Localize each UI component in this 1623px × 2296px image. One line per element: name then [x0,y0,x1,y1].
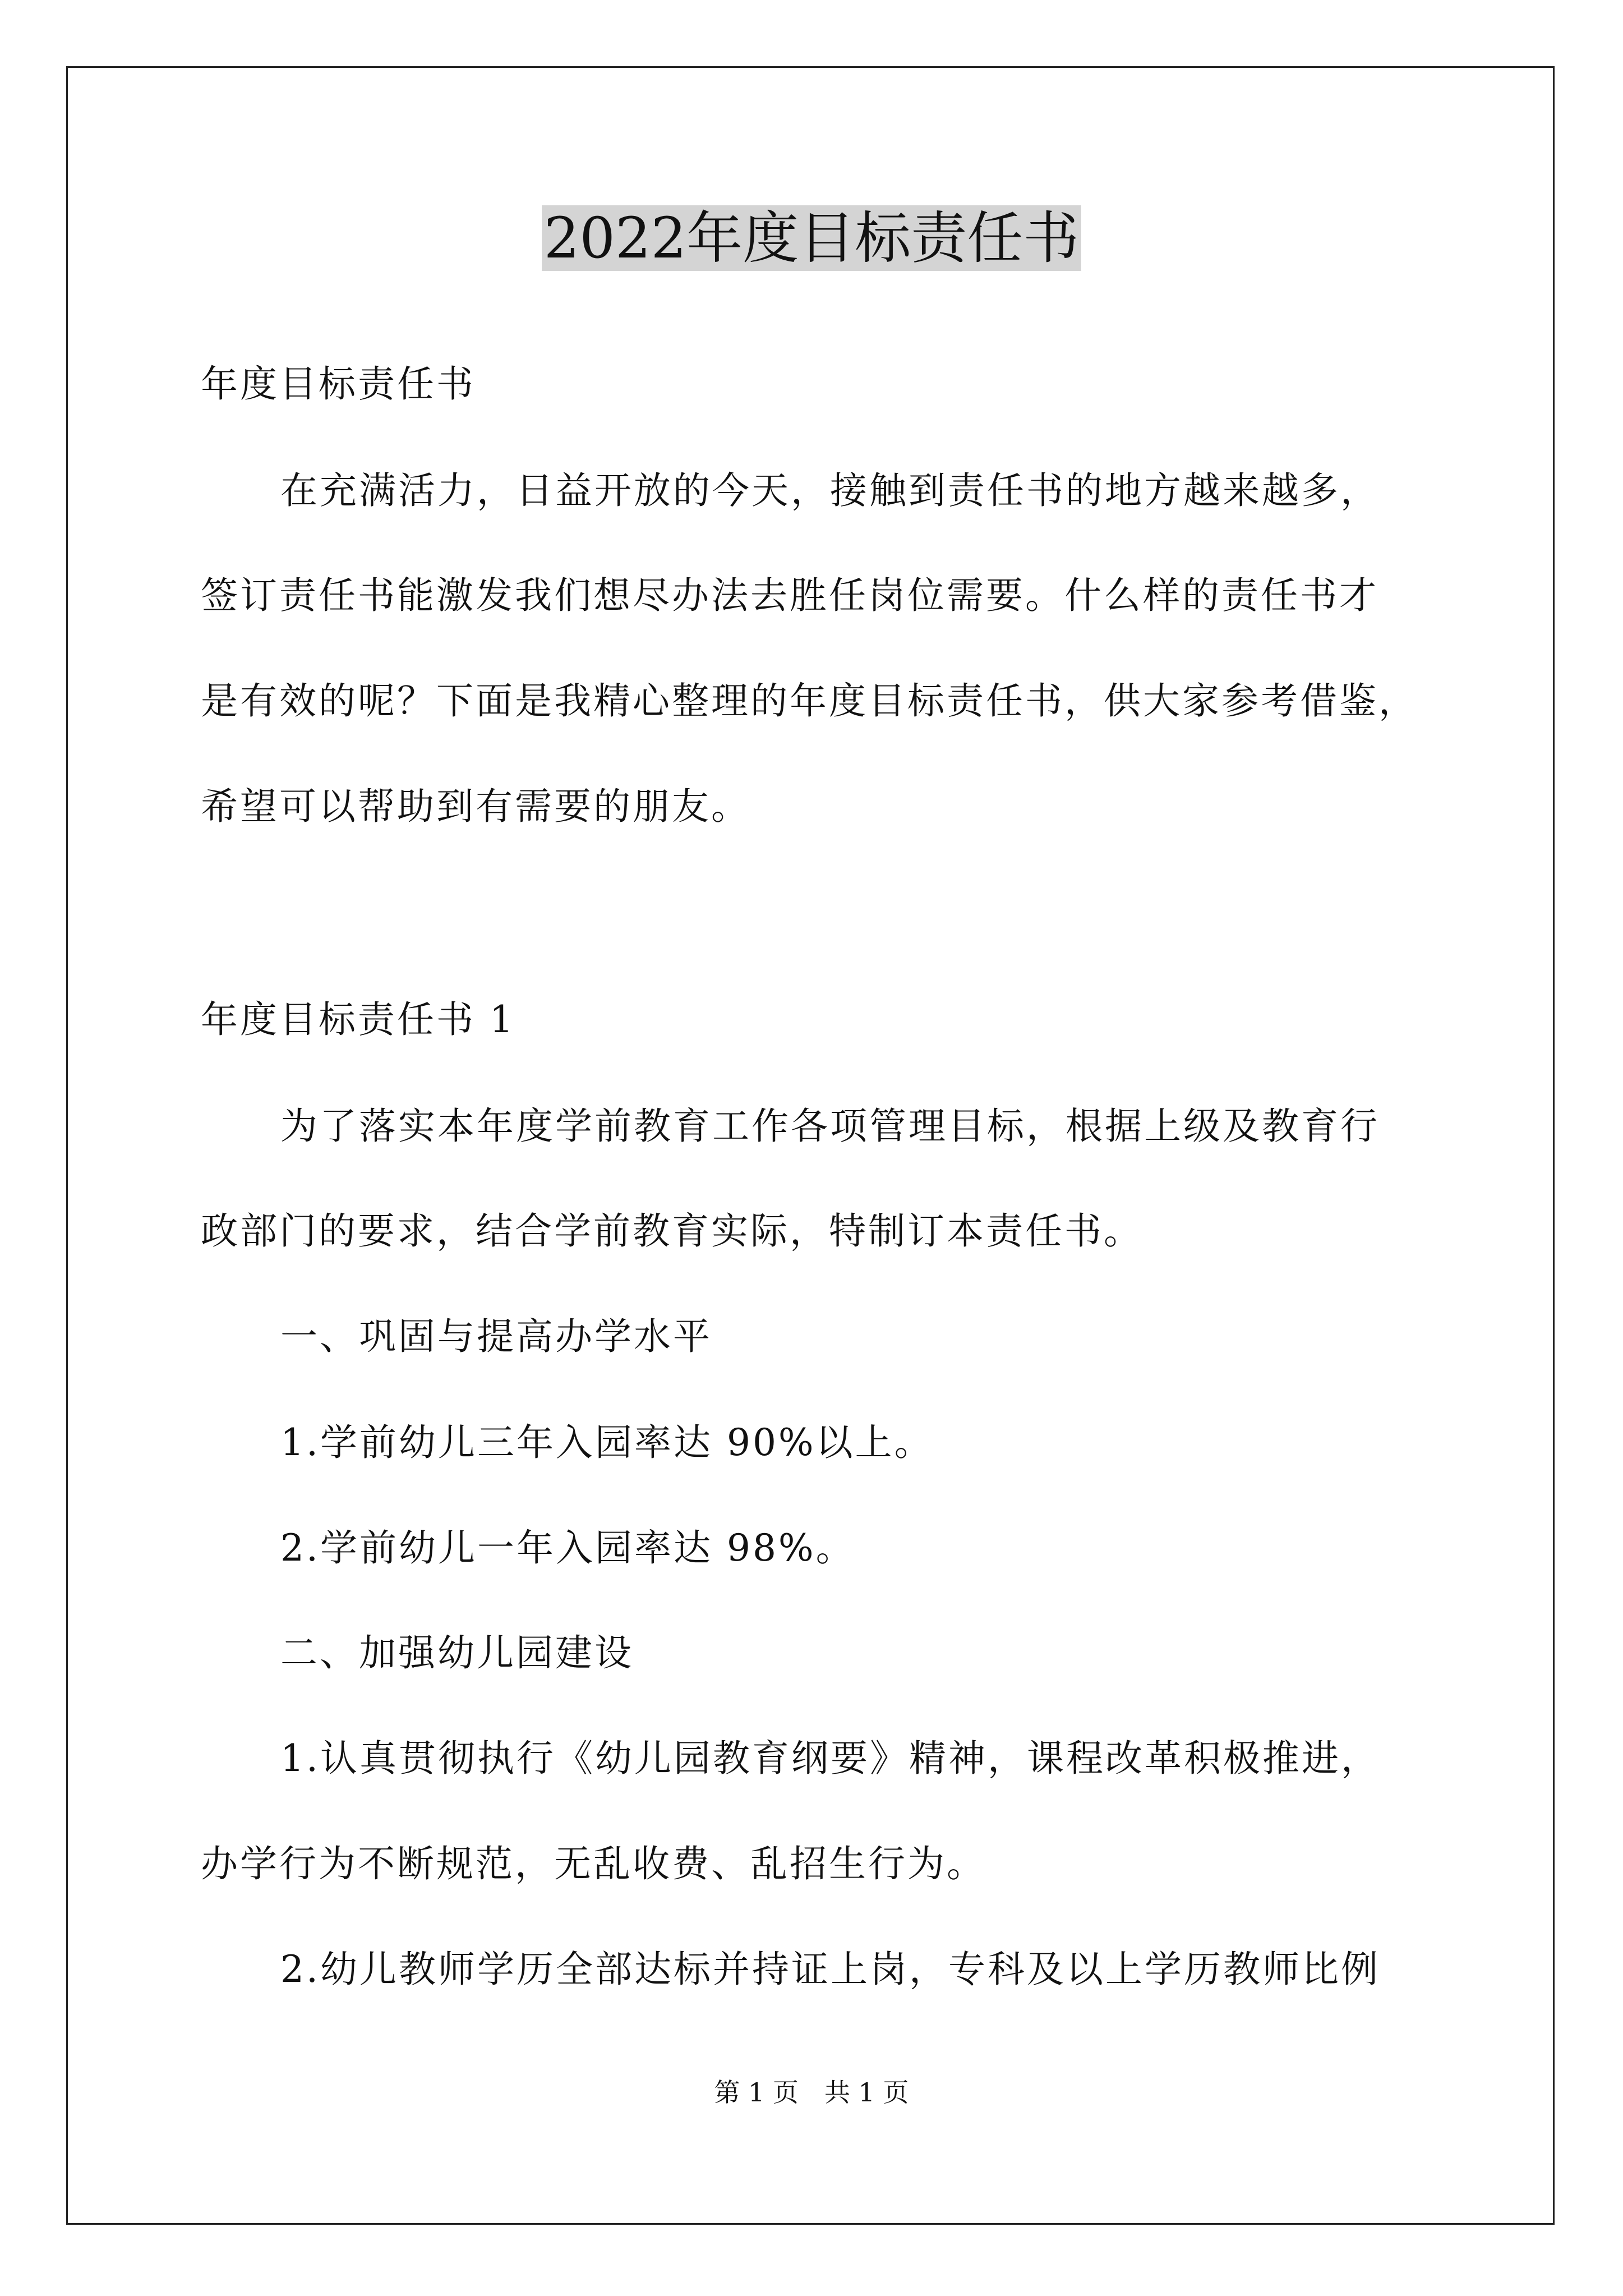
list-item-3-line-1: 1.认真贯彻执行《幼儿园教育纲要》精神，课程改革积极推进， [280,1737,1380,1780]
intro-line-2: 签订责任书能激发我们想尽办法去胜任岗位需要。什么样的责任书才 [201,574,1378,617]
intro-line-1: 在充满活力，日益开放的今天，接触到责任书的地方越来越多， [280,469,1380,512]
subheading-2: 二、加强幼儿园建设 [280,1631,634,1674]
page-number-footer: 第 1 页 共 1 页 [714,2077,909,2108]
subtitle: 年度目标责任书 [201,362,476,406]
intro-line-3: 是有效的呢？下面是我精心整理的年度目标责任书，供大家参考借鉴， [201,679,1418,723]
paragraph-line: 政部门的要求，结合学前教育实际，特制订本责任书。 [201,1209,1143,1253]
list-item-3-line-2: 办学行为不断规范，无乱收费、乱招生行为。 [201,1842,986,1885]
document-title [0,202,1623,275]
section-heading: 年度目标责任书 1 [201,998,515,1041]
subheading-1: 一、巩固与提高办学水平 [280,1315,712,1358]
document-title-text: 2022年度目标责任书 [542,205,1082,271]
list-item-2: 2.学前幼儿一年入园率达 98%。 [280,1526,855,1570]
list-item-1: 1.学前幼儿三年入园率达 90%以上。 [280,1421,934,1464]
paragraph-line: 为了落实本年度学前教育工作各项管理目标，根据上级及教育行 [280,1105,1380,1148]
list-item-4-line-1: 2.幼儿教师学历全部达标并持证上岗，专科及以上学历教师比例 [280,1948,1380,1991]
intro-line-4: 希望可以帮助到有需要的朋友。 [201,785,750,828]
